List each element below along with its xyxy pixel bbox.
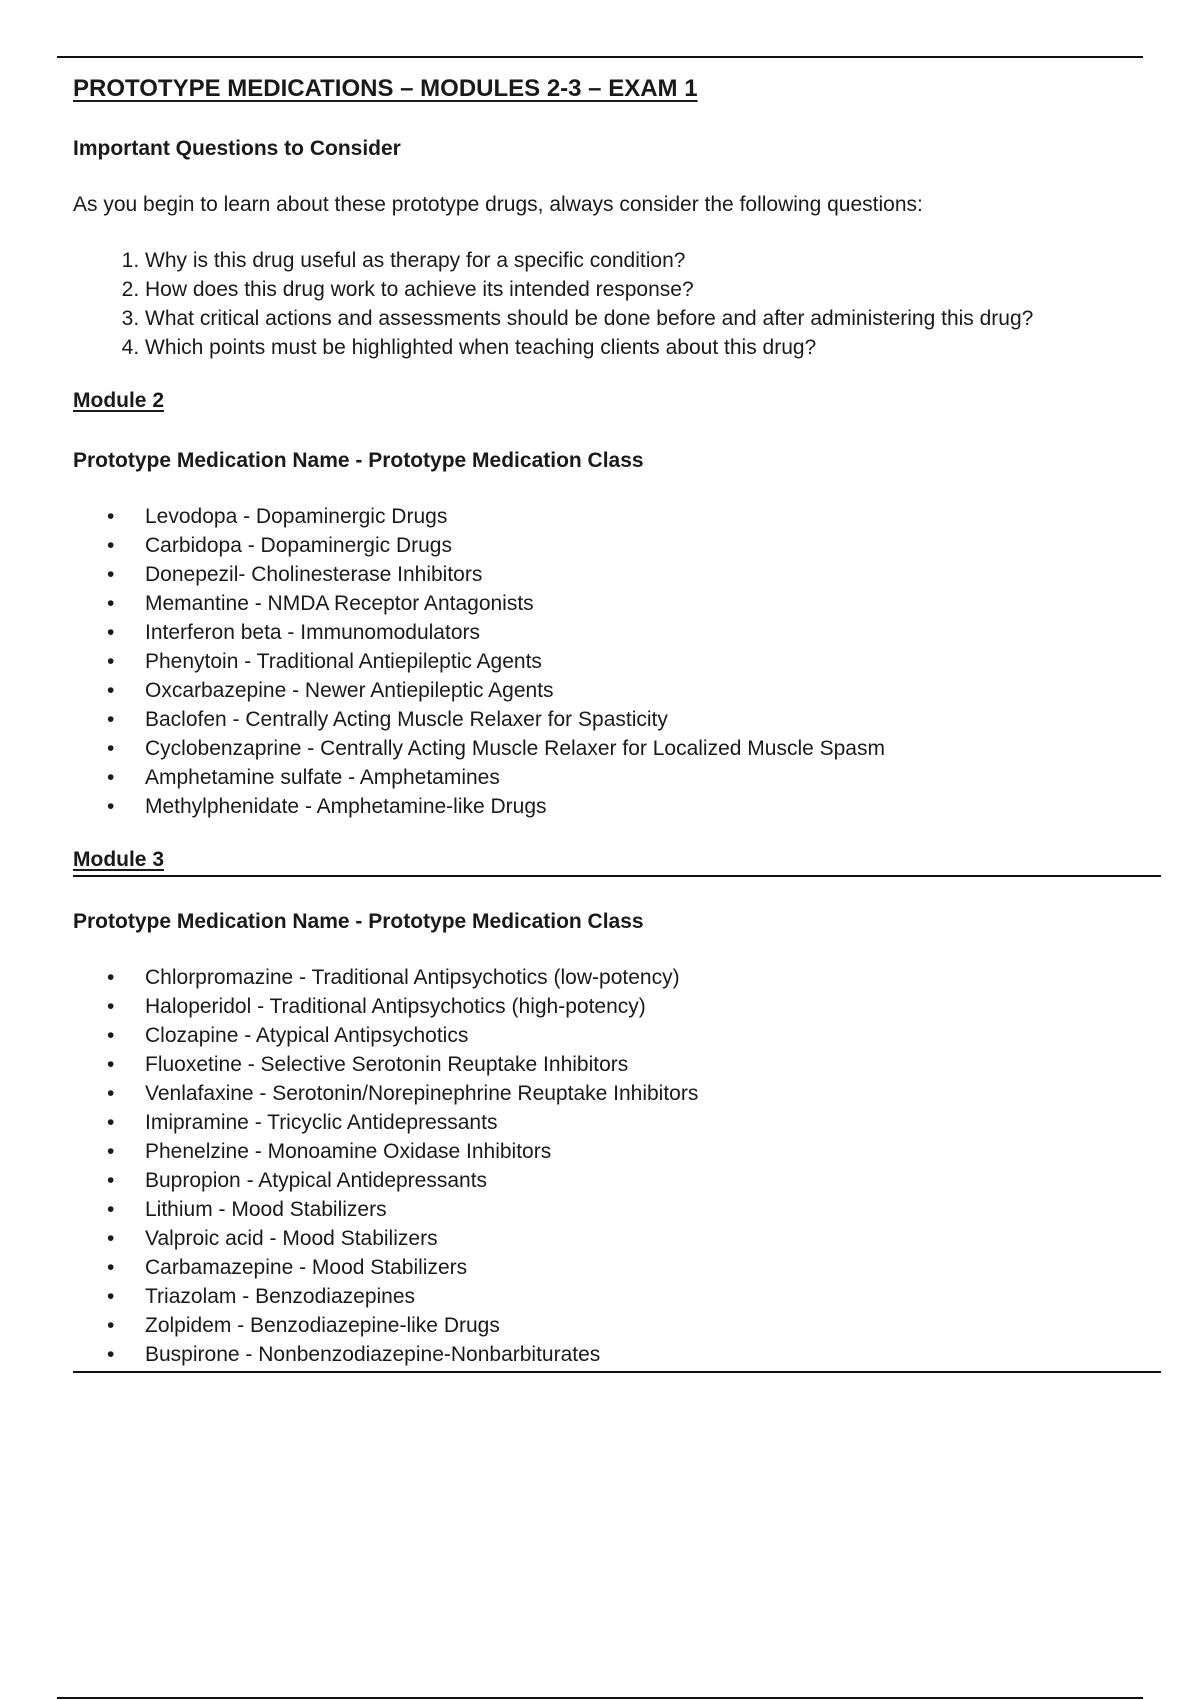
drug-item-text: Haloperidol - Traditional Antipsychotics (high-potency) xyxy=(145,995,646,1018)
drug-item-text: Carbamazepine - Mood Stabilizers xyxy=(145,1256,468,1279)
module-2-heading: Module 2 xyxy=(73,389,165,412)
drug-item-text: Venlafaxine - Serotonin/Norepinephrine Reuptake Inhibitors xyxy=(145,1082,699,1105)
drug-list-item xyxy=(73,589,1163,618)
drug-list-item xyxy=(73,792,1163,821)
drug-item-text: Zolpidem - Benzodiazepine-like Drugs xyxy=(145,1314,500,1337)
bullet-icon: • xyxy=(107,1140,115,1163)
drug-list-item xyxy=(73,734,1163,763)
drug-item-text: Oxcarbazepine - Newer Antiepileptic Agents xyxy=(145,679,554,702)
bullet-icon: • xyxy=(107,1024,115,1047)
drug-item-text: Carbidopa - Dopaminergic Drugs xyxy=(145,534,452,557)
bullet-icon: • xyxy=(107,679,115,702)
questions-list xyxy=(73,246,1163,362)
bullet-icon: • xyxy=(107,766,115,789)
module-2-class-heading: Prototype Medication Name - Prototype Medication Class xyxy=(73,449,644,472)
bullet-icon: • xyxy=(107,1343,115,1366)
drug-list-item xyxy=(73,560,1163,589)
module-3-heading: Module 3 xyxy=(73,848,165,871)
document-title: PROTOTYPE MEDICATIONS – MODULES 2-3 – EXAM 1 xyxy=(73,75,698,102)
bullet-icon: • xyxy=(107,1053,115,1076)
drug-list-item xyxy=(73,1079,1161,1108)
bullet-icon: • xyxy=(107,650,115,673)
bullet-icon: • xyxy=(107,708,115,731)
question-item: 1. Why is this drug useful as therapy for a specific condition? xyxy=(145,246,1163,275)
bullet-icon: • xyxy=(107,534,115,557)
drug-item-text: Fluoxetine - Selective Serotonin Reuptake Inhibitors xyxy=(145,1053,629,1076)
drug-list-item xyxy=(73,1195,1161,1224)
module-3-drug-list xyxy=(73,963,1161,1369)
bullet-icon: • xyxy=(107,1169,115,1192)
bullet-icon: • xyxy=(107,1285,115,1308)
page-top-rule xyxy=(57,56,1143,58)
drug-list-item xyxy=(73,618,1163,647)
drug-item-text: Triazolam - Benzodiazepines xyxy=(145,1285,416,1308)
drug-list-item xyxy=(73,1021,1161,1050)
drug-list-item xyxy=(73,1340,1161,1369)
drug-list-item xyxy=(73,1282,1161,1311)
bullet-icon: • xyxy=(107,995,115,1018)
drug-list-item xyxy=(73,763,1163,792)
module-3-heading-row xyxy=(73,845,1161,877)
drug-list-item xyxy=(73,1137,1161,1166)
drug-item-text: Imipramine - Tricyclic Antidepressants xyxy=(145,1111,498,1134)
drug-item-text: Phenytoin - Traditional Antiepileptic Agents xyxy=(145,650,542,673)
drug-item-text: Bupropion - Atypical Antidepressants xyxy=(145,1169,488,1192)
intro-text: As you begin to learn about these prototype drugs, always consider the following questions: xyxy=(73,193,923,216)
drug-list-item xyxy=(73,531,1163,560)
bullet-icon: • xyxy=(107,966,115,989)
bullet-icon: • xyxy=(107,737,115,760)
bullet-icon: • xyxy=(107,1082,115,1105)
bullet-icon: • xyxy=(107,505,115,528)
module-2-drug-list xyxy=(73,502,1163,821)
drug-item-text: Methylphenidate - Amphetamine-like Drugs xyxy=(145,795,547,818)
bullet-icon: • xyxy=(107,1198,115,1221)
drug-item-text: Clozapine - Atypical Antipsychotics xyxy=(145,1024,469,1047)
drug-item-text: Donepezil- Cholinesterase Inhibitors xyxy=(145,563,483,586)
drug-list-item xyxy=(73,502,1163,531)
drug-list-item xyxy=(73,992,1161,1021)
question-item: 3. What critical actions and assessments should be done before and after administering this drug? xyxy=(145,304,1163,333)
drug-list-item xyxy=(73,1166,1161,1195)
drug-item-text: Valproic acid - Mood Stabilizers xyxy=(145,1227,438,1250)
drug-list-item xyxy=(73,705,1163,734)
bullet-icon: • xyxy=(107,795,115,818)
drug-item-text: Amphetamine sulfate - Amphetamines xyxy=(145,766,500,789)
page-bottom-rule xyxy=(57,1697,1143,1699)
drug-list-item xyxy=(73,1108,1161,1137)
bullet-icon: • xyxy=(107,1227,115,1250)
drug-item-text: Buspirone - Nonbenzodiazepine-Nonbarbiturates xyxy=(145,1343,601,1366)
bullet-icon: • xyxy=(107,563,115,586)
module-3-class-heading: Prototype Medication Name - Prototype Medication Class xyxy=(73,910,644,933)
bullet-icon: • xyxy=(107,1314,115,1337)
drug-item-text: Phenelzine - Monoamine Oxidase Inhibitors xyxy=(145,1140,552,1163)
question-item: 4. Which points must be highlighted when teaching clients about this drug? xyxy=(145,333,1163,362)
module-3-list-section xyxy=(73,963,1161,1373)
document-page xyxy=(73,72,1163,1373)
drug-item-text: Memantine - NMDA Receptor Antagonists xyxy=(145,592,534,615)
question-item: 2. How does this drug work to achieve its intended response? xyxy=(145,275,1163,304)
drug-item-text: Baclofen - Centrally Acting Muscle Relaxer for Spasticity xyxy=(145,708,668,731)
drug-item-text: Interferon beta - Immunomodulators xyxy=(145,621,480,644)
questions-heading: Important Questions to Consider xyxy=(73,137,401,160)
drug-list-item xyxy=(73,676,1163,705)
drug-item-text: Chlorpromazine - Traditional Antipsychotics (low-potency) xyxy=(145,966,680,989)
drug-item-text: Cyclobenzaprine - Centrally Acting Muscle Relaxer for Localized Muscle Spasm xyxy=(145,737,885,760)
drug-list-item xyxy=(73,1224,1161,1253)
drug-list-item xyxy=(73,963,1161,992)
drug-list-item xyxy=(73,1050,1161,1079)
drug-list-item xyxy=(73,647,1163,676)
bullet-icon: • xyxy=(107,592,115,615)
bullet-icon: • xyxy=(107,1256,115,1279)
drug-item-text: Levodopa - Dopaminergic Drugs xyxy=(145,505,448,528)
drug-list-item xyxy=(73,1253,1161,1282)
bullet-icon: • xyxy=(107,621,115,644)
drug-item-text: Lithium - Mood Stabilizers xyxy=(145,1198,387,1221)
drug-list-item xyxy=(73,1311,1161,1340)
bullet-icon: • xyxy=(107,1111,115,1134)
